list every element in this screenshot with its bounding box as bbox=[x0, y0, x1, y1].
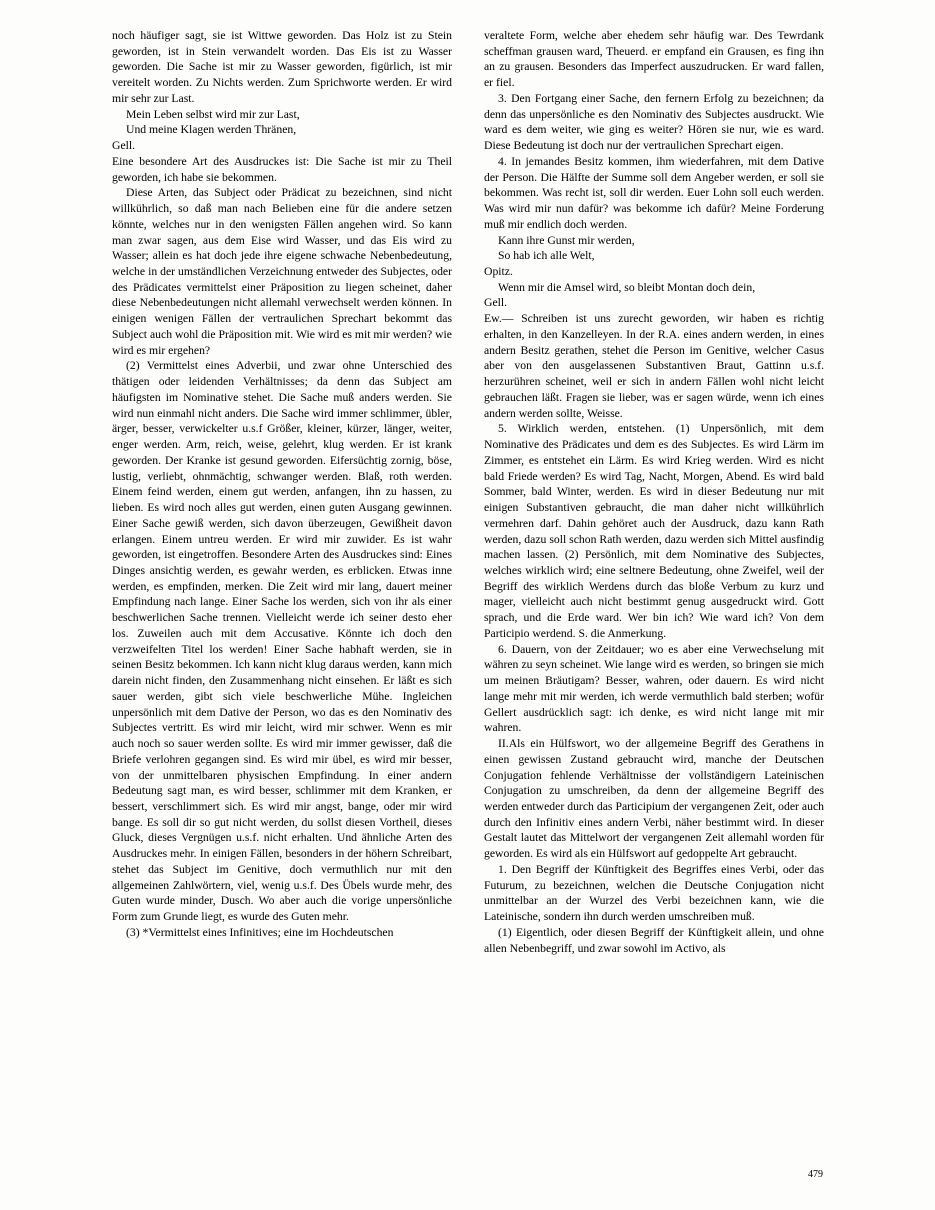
paragraph: 3. Den Fortgang einer Sache, den fernern Erfolg zu bezeichnen; da denn das unpersönliche es den Nominativ des Subjectes ausdruckt. Wie ward es dem weiter, wie ging es weiter? Hören sie nur, wie es ward. Diese Bedeutung ist doch nur der vertraulichen Sprechart eigen. bbox=[484, 91, 824, 153]
left-column bbox=[112, 28, 452, 956]
attribution: Gell. bbox=[112, 139, 136, 153]
attribution: Gell. bbox=[484, 296, 508, 310]
paragraph: 5. Wirklich werden, entstehen. (1) Unpersönlich, mit dem Nominative des Prädicates und dem es des Subjectes. Es wird Lärm im Zimmer, es entstehet ein Lärm. Es wird Krieg werden. Wird es nicht bald Friede werden? Es wird Tag, Nacht, Morgen, Abend. Es wird bald Sommer, bald Winter, werden. Es wird in dieser Bedeutung nur mit einigen Substantiven gebraucht, die man daher nicht willkührlich vermehren darf. Dahin gehöret auch der Ausdruck, dazu kann Rath werden, dazu soll schon Rath werden, dazu werden sich Mittel ausfindig machen lassen. (2) Persönlich, mit dem Nominative des Subjectes, welches wirklich wird; eine seltnere Bedeutung, ohne Zweifel, weil der Begriff des wirklich Werdens durch das bloße Verbum zu kurz und mager, vielleicht auch nicht bestimmt genug ausgedruckt wird. Gott sprach, und die Erde ward. Wer bin ich? Wie ward ich? Von dem Participio werdend. S. die Anmerkung. bbox=[484, 422, 824, 640]
paragraph: noch häufiger sagt, sie ist Wittwe geworden. Das Holz ist zu Stein geworden, ist in Stein verwandelt worden. Das Eis ist zu Wasser geworden. Die Sache ist mir zu Wasser geworden, figürlich, ist mir vereitelt worden. Zu Nichts werden. Zum Sprichworte werden. Er wird mir sehr zur Last. bbox=[112, 29, 452, 105]
page-number: 479 bbox=[808, 1169, 823, 1180]
paragraph: Diese Arten, das Subject oder Prädicat zu bezeichnen, sind nicht willkührlich, so daß man nach Belieben eine für die andere setzen könnte, welches nur in den wenigsten Fällen angehen wird. So kann man zwar sagen, aus dem Eise wird Wasser, und das Eis wird zu Wasser; allein es hat doch jede ihre eigene schwache Nebenbedeutung, welche in der umständlichen Verzeichnung entweder des Subjectes, oder des Prädicates vermittelst einer Präposition zu liegen scheinet, daher diese Nebenbedeutungen nicht allemahl verwechselt werden können. In einigen wenigen Fällen der vertraulichen Sprechart bekommt das Subject auch wohl die Präposition mit. Wie wird es mit mir werden? wie wird es mir ergehen? bbox=[112, 186, 452, 357]
paragraph: veraltete Form, welche aber ehedem sehr häufig war. Des Tewrdank scheffman grausen ward, Theuerd. er empfand ein Grausen, es fing ihn an zu grausen. Besonders das Imperfect auszudrucken. Er ward fallen, er fiel. bbox=[484, 29, 824, 90]
paragraph: Wenn mir die Amsel wird, so bleibt Montan doch dein, bbox=[498, 280, 756, 294]
verse-line: So hab ich alle Welt, bbox=[498, 249, 595, 263]
right-column bbox=[484, 28, 824, 956]
paragraph: (3) *Vermittelst eines Infinitives; eine im Hochdeutschen bbox=[126, 925, 394, 939]
verse-line: Und meine Klagen werden Thränen, bbox=[126, 123, 297, 137]
paragraph: Ew.— Schreiben ist uns zurecht geworden, wir haben es richtig erhalten, in den Kanzelleyen. In der R.A. eines andern werden, in eines andern Besitz gerathen, stehet die Person im Genitive, welcher Casus aber von den ausgelassenen Substantiven Braut, Gattinn u.s.f. herzurühren scheinet, weil er sich in andern Fällen wohl nicht leicht gebrauchen läßt. Fragen sie lieber, was er sagen würde, wenn ich eines andern werden sollte, Weisse. bbox=[484, 312, 824, 420]
paragraph: II.Als ein Hülfswort, wo der allgemeine Begriff des Gerathens in einen gewissen Zustand gebraucht wird, manche der Deutschen Conjugation fehlende Verhältnisse der vollständigern Lateinischen Conjugation zu umschreiben, da denn der allgemeine Begriff des werden entweder durch das Participium der vergangenen Zeit, oder auch durch den Infinitiv eines andern Verbi, näher bestimmt wird. In dieser Gestalt lautet das Mittelwort der vergangenen Zeit allemahl worden für geworden. Es wird als ein Hülfswort auf gedoppelte Art gebraucht. bbox=[484, 737, 824, 861]
paragraph: (2) Vermittelst eines Adverbii, und zwar ohne Unterschied des thätigen oder leidenden Verhältnisses; da denn das Subject am häufigsten im Nominative stehet. Die Sache muß anders werden. Sie wird nun einmahl nicht anders. Die Sache wird immer schlimmer, übler, ärger, besser, verwickelter u.s.f Größer, kleiner, kürzer, länger, weiter, enger werden. Arm, reich, weise, gelehrt, klug werden. Er ist krank geworden. Der Kranke ist gesund geworden. Eifersüchtig zornig, böse, lustig, verliebt, ohnmächtig, schwanger werden. Blaß, roth werden. Einem feind werden, einem gut werden, anfangen, ihn zu hassen, zu lieben. Es wird noch alles gut werden, einen guten Ausgang gewinnen. Einer Sache gewiß werden, sich davon überzeugen, Gewißheit davon erlangen. Einem untreu werden. Er wird mir zuwider. Es ist wahr geworden, ist eingetroffen. Besondere Arten des Ausdruckes sind: Eines Dinges ansichtig werden, es gewahr werden, es erblicken. Etwas inne werden, es empfinden, merken. Die Zeit wird mir lang, dauert meiner Empfindung nach lange. Einer Sache los werden, sich von ihr als einer beschwerlichen Sache trennen. Vielleicht werde ich seiner desto eher los. Zuweilen auch mit dem Accusative. Könnte ich doch den verzweifelten Titel los werden! Einer Sache habhaft werden, sie in seinen Besitz bekommen. Ich kann nicht klug daraus werden, kann mich darein nicht finden, den Zusammenhang nicht einsehen. Er läßt es sich sauer werden, gibt sich viele beschwerliche Mühe. Ingleichen unpersönlich mit dem Dative der Person, wo das es den Nominativ des Subjectes vertritt. Es wird mir leicht, wird mir schwer. Wenn es mir auch noch so sauer werden sollte. Es wird mir immer gewisser, daß die Briefe verlohren gegangen sind. Es wird mir übel, es wird mir besser, von der unmittelbaren physischen Empfindung. In einer andern Bedeutung sagt man, es wird besser, schlimmer mit dem Kranken, er bessert, verschlimmert sich. Es wird mir angst, bange, oder mir wird bange. Es soll dir so gut nicht werden, du sollst diesen Vortheil, dieses Gluck, dieses Vergnügen u.s.f. nicht erhalten. Und ähnliche Arten des Ausdruckes mehr. In einigen Fällen, besonders in der höhern Schreibart, stehet das Subject im Genitive, doch vermuthlich nur mit den allgemeinen Zahlwörtern, viel, wenig u.s.f. Des Übels wurde mehr, des Guten wurde minder, Dusch. Wo aber auch die vorige unpersönliche Form zum Grunde liegt, es wurde des Guten mehr. bbox=[112, 359, 452, 924]
verse-line: Mein Leben selbst wird mir zur Last, bbox=[126, 107, 300, 121]
paragraph: 1. Den Begriff der Künftigkeit des Begriffes eines Verbi, oder das Futurum, zu bezeichnen, welchen die Deutsche Conjugation nicht unmittelbar an der Wurzel des Verbi bezeichnen kann, wie die Lateinische, sondern ihn durch werden umschreiben muß. bbox=[484, 862, 824, 924]
two-column-body bbox=[112, 28, 824, 956]
paragraph: 6. Dauern, von der Zeitdauer; wo es aber eine Verwechselung mit währen zu seyn scheinet. Wie lange wird es werden, so bringen sie mich um meinen Bräutigam? Besser, wahren, oder dauern. Es wird nicht lange mehr mit mir werden, ich werde vermuthlich bald sterben; wofür Gellert ausdrücklich sagt: ich denke, es wird nicht lange mit mir wahren. bbox=[484, 642, 824, 735]
paragraph: (1) Eigentlich, oder diesen Begriff der Künftigkeit allein, und ohne allen Nebenbegriff, und zwar sowohl im Activo, als bbox=[484, 925, 824, 955]
paragraph: Eine besondere Art des Ausdruckes ist: Die Sache ist mir zu Theil geworden, ich habe sie bekommen. bbox=[112, 154, 452, 184]
paragraph: 4. In jemandes Besitz kommen, ihm wiederfahren, mit dem Dative der Person. Die Hälfte der Summe soll dem Angeber werden, er soll sie bekommen. Was recht ist, soll dir werden. Euer Lohn soll euch werden. Was wird mir nun dafür? was bekomme ich dafür? Meine Forderung muß mir endlich doch werden. bbox=[484, 154, 824, 231]
attribution: Opitz. bbox=[484, 265, 513, 279]
verse-line: Kann ihre Gunst mir werden, bbox=[498, 233, 635, 247]
